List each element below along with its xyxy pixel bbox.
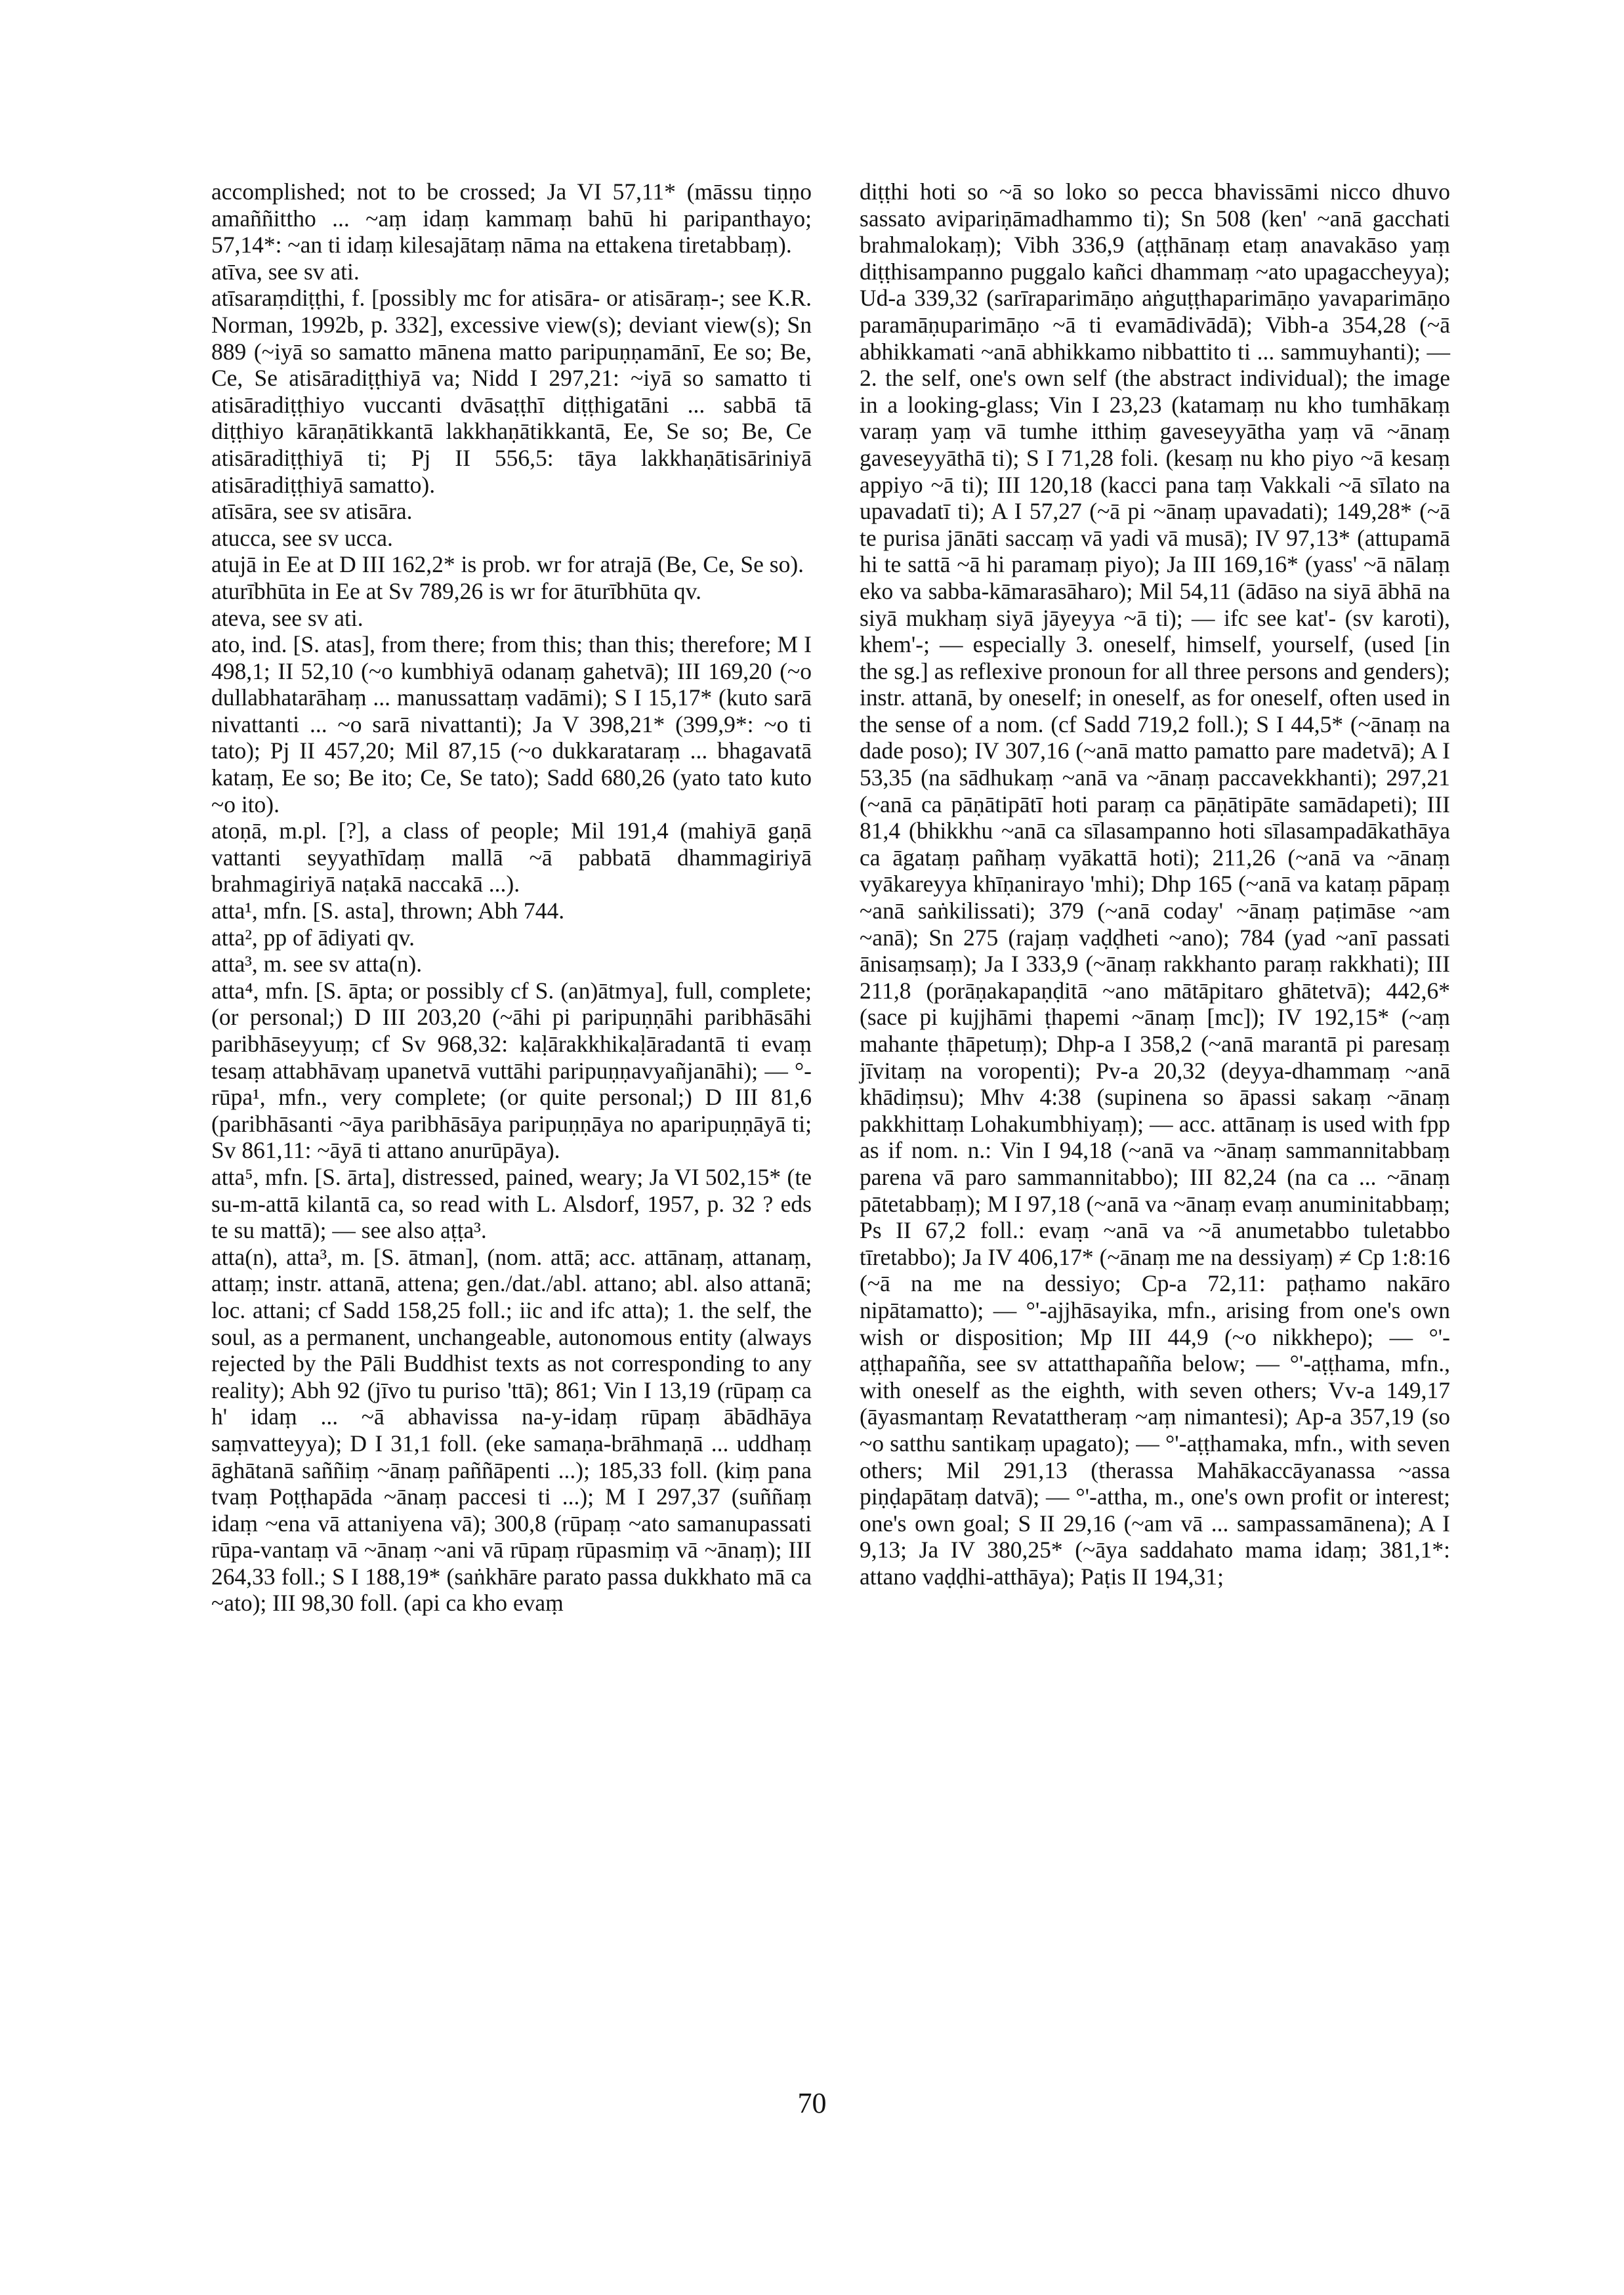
entry-continued-accomplished: accomplished; not to be crossed; Ja VI 57,11* (māssu tiṇṇo amaññittho ... ~aṃ idaṃ kammaṃ bahū hi paripanthayo; 57,14*: ~an ti idaṃ kilesajātaṃ nāma na ettakena tiretabbaṃ). xyxy=(211,178,812,258)
entry-ateva: ateva, see sv ati. xyxy=(211,604,364,631)
entry-atta-1: atta¹, mfn. [S. asta], thrown; Abh 744. xyxy=(211,898,565,924)
entry-atta-3: atta³, m. see sv atta(n). xyxy=(211,951,423,978)
entry-atta-2: atta², pp of ādiyati qv. xyxy=(211,924,415,951)
entry-attan-continued: diṭṭhi hoti so ~ā so loko so pecca bhavissāmi nicco dhuvo sassato avipariṇāmadhammo ti); Sn 508 (ken' ~anā gacchati brahmalokaṃ); Vibh 336,9 (aṭṭhānaṃ etaṃ anavakāso yaṃ diṭṭhisampanno puggalo kañci dhammaṃ ~ato upagaccheyya); Ud-a 339,32 (sarīraparimāṇo aṅguṭṭhaparimāṇo yavaparimāṇo paramāṇuparimāṇo ~ā ti evamādivādā); Vibh-a 354,28 (~ā abhikkamati ~anā abhikkamo nibbattito ti ... sammuyhanti); — 2. the self, one's own self (the abstract individual); the image in a looking-glass; Vin I 23,23 (katamaṃ nu kho tumhākaṃ varaṃ yaṃ vā tumhe itthiṃ gaveseyyātha yaṃ vā ~ānaṃ gaveseyyāthā ti); S I 71,28 foli. (kesaṃ nu kho piyo ~ā kesaṃ appiyo ~ā ti); III 120,18 (kacci pana taṃ Vakkali ~ā sīlato na upavadatī ti); A I 57,27 (~ā pi ~ānaṃ upavadati); 149,28* (~ā te purisa jānāti saccaṃ vā yadi vā musā); IV 97,13* (attupamā hi te sattā ~ā hi paramaṃ piyo); Ja III 169,16* (yass' ~ā nālaṃ eko va sabba-kāmarasāharo); Mil 54,11 (ādāso na siyā ābhā na siyā mukhaṃ siyā jāyeyya ~ā ti); — ifc see kat'- (sv karoti), khem'-; — especially 3. oneself, himself, yourself, (used [in the sg.] as reflexive pronoun for all three persons and genders); instr. attanā, by oneself; in oneself, as for oneself, often used in the sense of a nom. (cf Sadd 719,2 foll.); S I 44,5* (~ānaṃ na dade poso); IV 307,16 (~anā matto pamatto pare madetvā); A I 53,35 (na sādhukaṃ ~anā va ~ānaṃ paccavekkhanti); 297,21 (~anā ca pāṇātipātī hoti paraṃ ca pāṇātipāte samādapeti); III 81,4 (bhikkhu ~anā ca sīlasampanno hoti sīlasampadākathāya ca āgataṃ pañhaṃ vyākattā hoti); 211,26 (~anā va ~ānaṃ vyākareyya khīṇanirayo 'mhi); Dhp 165 (~anā va kataṃ pāpaṃ ~anā saṅkilissati); 379 (~anā coday' ~ānaṃ paṭimāse ~am ~anā); Sn 275 (rajaṃ vaḍḍheti ~ano); 784 (yad ~anī passati ānisaṃsaṃ); Ja I 333,9 (~ānaṃ rakkhanto paraṃ rakkhati); III 211,8 (porāṇakapaṇḍitā ~ano mātāpitaro ghātetvā); 442,6* (sace pi kujjhāmi ṭhapemi ~ānaṃ [mc]); IV 192,15* (~aṃ mahante ṭhāpetuṃ); Dhp-a I 358,2 (~anā marantā pi paresaṃ jīvitaṃ na voropenti); Pv-a 20,32 (deyya-dhammaṃ ~anā khādiṃsu); Mhv 4:38 (supinena so āpassi sakaṃ ~ānaṃ pakkhittaṃ Lohakumbhiyaṃ); — acc. attānaṃ is used with fpp as if nom. n.: Vin I 94,18 (~anā va ~ānaṃ sammannitabbaṃ parena vā paro sammannitabbo); III 82,24 (na ca ... ~ānaṃ pātetabbaṃ); M I 97,18 (~anā va ~ānaṃ evaṃ anuminitabbaṃ; Ps II 67,2 foll.: evaṃ ~anā va ~ā anumetabbo tuletabbo tīretabbo); Ja IV 406,17* (~ānaṃ me na dessiyaṃ) ≠ Cp 1:8:16 (~ā na me na dessiyo; Cp-a 72,11: paṭhamo nakāro nipātamatto); — °'-ajjhāsayika, mfn., arising from one's own wish or disposition; Mp III 44,9 (~o nikkhepo); — °'-aṭṭhapañña, see sv attatthapañña below; — °'-aṭṭhama, mfn., with oneself as the eighth, with seven others; Vv-a 149,17 (āyasmantaṃ Revatattheraṃ ~aṃ nimantesi); Ap-a 357,19 (so ~o satthu santikaṃ upagato); — °'-aṭṭhamaka, mfn., with seven others; Mil 291,13 (therassa Mahākaccāyanassa ~assa piṇḍapātaṃ datvā); — °'-attha, m., one's own profit or interest; one's own goal; S II 29,16 (~am vā ... sampassamānena); A I 9,13; Ja IV 380,25* (~āya saddahato mama idaṃ; 381,1*: attano vaḍḍhi-atthāya); Paṭis II 194,31; xyxy=(860,178,1450,1590)
entry-atuja: atujā in Ee at D III 162,2* is prob. wr for atrajā (Be, Ce, Se so). xyxy=(211,551,804,578)
entry-atisaramditthi: atīsaraṃdiṭṭhi, f. [possibly mc for atisāra- or atisāraṃ-; see K.R. Norman, 1992b, p. 332], excessive view(s); deviant view(s); Sn 889 (~iyā so samatto mānena matto paripuṇṇamānī, Ee so; Be, Ce, Se atisāradiṭṭhiyā va; Nidd I 297,21: ~iyā so samatto ti atisāradiṭṭhiyo vuccanti dvāsaṭṭhī diṭṭhigatāni ... sabbā tā diṭṭhiyo kāraṇātikkantā lakkhaṇātikkantā, Ee, Se so; Be, Ce atisāradiṭṭhiyā ti; Pj II 556,5: tāya lakkhaṇātisāriniyā atisāradiṭṭhiyā samatto). xyxy=(211,285,812,498)
entry-ato: ato, ind. [S. atas], from there; from this; than this; therefore; M I 498,1; II 52,10 (~o kumbhiyā odanaṃ gahetvā); III 169,20 (~o dullabhatarāhaṃ ... manussattaṃ vadāmi); S I 15,17* (kuto sarā nivattanti ... ~o sarā nivattanti); Ja V 398,21* (399,9*: ~o ti tato); Pj II 457,20; Mil 87,15 (~o dukkarataraṃ ... bhagavatā kataṃ, Ee so; Be ito; Ce, Se tato); Sadd 680,26 (yato tato kuto ~o ito). xyxy=(211,631,812,817)
right-column xyxy=(860,178,1450,1590)
page-number: 70 xyxy=(797,2087,827,2119)
entry-atta-5: atta⁵, mfn. [S. ārta], distressed, pained, weary; Ja VI 502,15* (te su-m-attā kilantā ca, so read with L. Alsdorf, 1957, p. 32 ? eds te su mattā); — see also aṭṭa³. xyxy=(211,1163,812,1244)
entry-atta-4: atta⁴, mfn. [S. āpta; or possibly cf S. (an)ātmya], full, complete; (or personal;) D III 203,20 (~āhi pi paripuṇṇāhi paribhāsāhi paribhāseyyuṃ; cf Sv 968,32: kaḷārakkhikaḷāradantā ti evaṃ tesaṃ attabhāvaṃ upanetvā vuttāhi paripuṇṇavyañjanāhi); — °-rūpa¹, mfn., very complete; (or quite personal;) D III 81,6 (paribhāsanti ~āya paribhāsāya paripuṇṇāya no aparipuṇṇāyā ti; Sv 861,11: ~āyā ti attano anurūpāya). xyxy=(211,977,812,1164)
left-column xyxy=(211,178,812,1617)
entry-atucca: atucca, see sv ucca. xyxy=(211,524,393,551)
entry-atona: atoṇā, m.pl. [?], a class of people; Mil 191,4 (mahiyā gaṇā vattanti seyyathīdaṃ mallā ~ā pabbatā dhammagiriyā brahmagiriyā naṭakā naccakā ...). xyxy=(211,817,812,898)
entry-ativa: atīva, see sv ati. xyxy=(211,258,360,285)
entry-atisara: atīsāra, see sv atisāra. xyxy=(211,498,413,525)
entry-aturibhuta: aturībhūta in Ee at Sv 789,26 is wr for āturībhūta qv. xyxy=(211,577,701,604)
entry-attan: atta(n), atta³, m. [S. ātman], (nom. attā; acc. attānaṃ, attanaṃ, attaṃ; instr. attanā, attena; gen./dat./abl. attano; abl. also attanā; loc. attani; cf Sadd 158,25 foll.; iic and ifc atta); 1. the self, the soul, as a permanent, unchangeable, autonomous entity (always rejected by the Pāli Buddhist texts as not corresponding to any reality); Abh 92 (jīvo tu puriso 'ttā); 861; Vin I 13,19 (rūpaṃ ca h' idaṃ ... ~ā abhavissa na-y-idaṃ rūpaṃ ābādhāya saṃvatteyya); D I 31,1 foll. (eke samaṇa-brāhmaṇā ... uddhaṃ āghātanā saññiṃ ~ānaṃ paññāpenti ...); 185,33 foll. (kiṃ pana tvaṃ Poṭṭhapāda ~ānaṃ paccesi ti ...); M I 297,37 (suññaṃ idaṃ ~ena vā attaniyena vā); 300,8 (rūpaṃ ~ato samanupassati rūpa-vantaṃ vā ~ānaṃ ~ani vā rūpaṃ rūpasmiṃ vā ~ānaṃ); III 264,33 foll.; S I 188,19* (saṅkhāre parato passa dukkhato mā ca ~ato); III 98,30 foll. (api ca kho evaṃ xyxy=(211,1243,812,1617)
